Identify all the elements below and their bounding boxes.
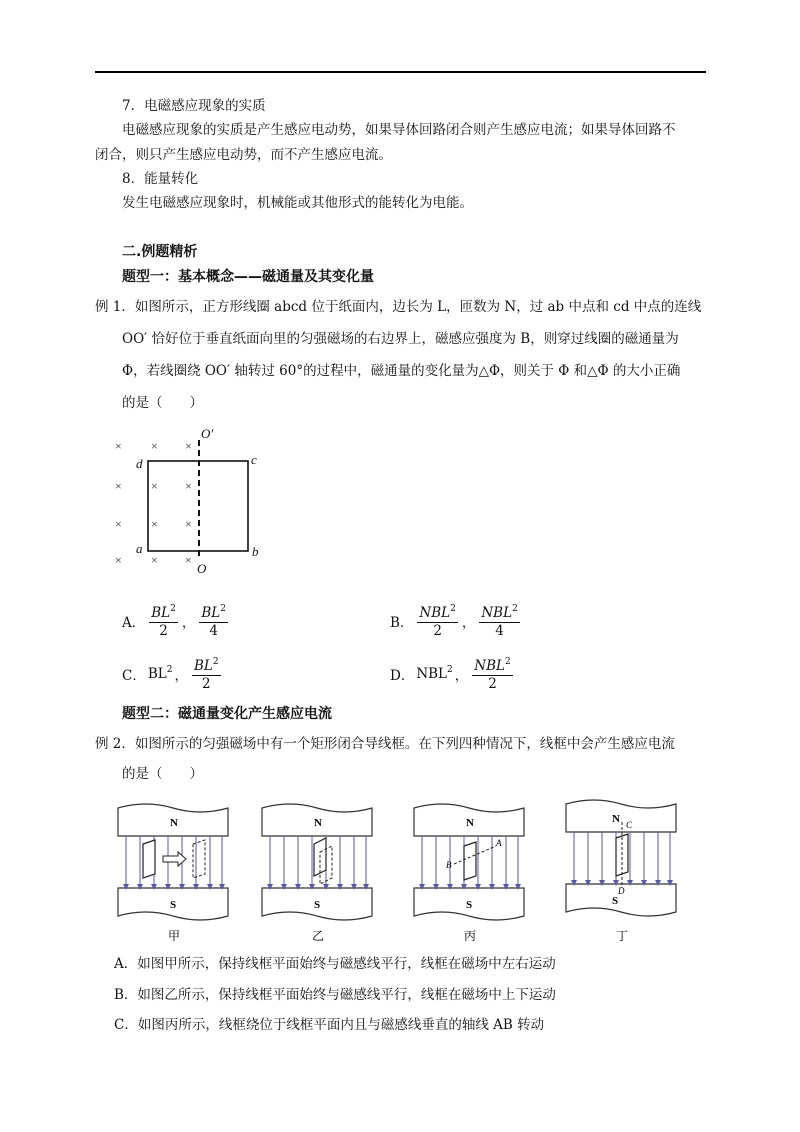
label-a: a (136, 541, 143, 556)
section8-body: 发生电磁感应现象时，机械能或其他形式的能转化为电能。 (122, 195, 473, 211)
numerator: BL (201, 605, 221, 621)
exponent: 2 (450, 604, 456, 614)
type2-heading: 题型二：磁通量变化产生感应电流 (122, 706, 332, 722)
label-n: N (170, 817, 178, 829)
exponent: 2 (166, 665, 173, 675)
numerator: NBL (474, 658, 505, 674)
label-b: B (446, 860, 452, 870)
caption-ding: 丁 (616, 929, 629, 943)
section8-title: 8．能量转化 (122, 171, 199, 187)
plain-term (148, 665, 173, 682)
caption-yi: 乙 (312, 929, 325, 943)
section7-body-line1: 电磁感应现象的实质是产生感应电动势，如果导体回路闭合则产生感应电流；如果导体回路不 (122, 122, 676, 138)
figure-ding (566, 800, 676, 943)
ex1-coil-figure (105, 422, 275, 577)
cross-mark: × (185, 517, 192, 531)
fraction (199, 601, 228, 640)
cross-mark: × (151, 553, 158, 567)
ex2-option-a[interactable]: A．如图甲所示，保持线框平面始终与磁感线平行，线框在磁场中左右运动 (114, 956, 556, 972)
fraction (472, 654, 512, 693)
frame-ghost (193, 840, 205, 878)
label-c: c (251, 452, 257, 467)
cross-mark: × (151, 479, 158, 493)
denominator: 2 (159, 623, 168, 639)
exponent: 2 (447, 665, 453, 675)
fraction (417, 601, 457, 640)
part2-heading: 二.例题精析 (122, 244, 198, 260)
cross-mark: × (115, 553, 122, 567)
ex2-option-c[interactable]: C．如图丙所示，线框绕位于线框平面内且与磁感线垂直的轴线 AB 转动 (114, 1017, 545, 1033)
label-O-bottom: O (197, 561, 207, 576)
denominator: 2 (433, 623, 442, 639)
caption-bing: 丙 (464, 929, 477, 943)
separator: ， (461, 614, 476, 631)
label-O-top: O′ (201, 426, 214, 441)
ex2-option-b[interactable]: B．如图乙所示，保持线框平面始终与磁感线平行，线框在磁场中上下运动 (114, 987, 556, 1003)
frame (464, 842, 476, 880)
ex2-line1: 例 2．如图所示的匀强磁场中有一个矩形闭合导线框。在下列四种情况下，线框中会产生感应电流 (95, 736, 675, 752)
option-letter: D． (390, 667, 415, 684)
label-s: S (612, 895, 619, 907)
figure-jia (118, 804, 228, 943)
ex1-option-c[interactable] (122, 654, 223, 693)
header-rule (95, 71, 706, 73)
cross-mark: × (185, 479, 192, 493)
term-text: BL (147, 666, 167, 682)
caption-jia: 甲 (168, 929, 181, 943)
cross-mark: × (115, 517, 122, 531)
magnet-n (566, 800, 676, 832)
exponent: 2 (504, 657, 511, 667)
figure-bing (414, 804, 524, 943)
separator: ， (174, 667, 188, 684)
cross-mark: × (151, 439, 158, 453)
cross-mark: × (115, 439, 122, 453)
move-arrow (163, 852, 186, 866)
denominator: 4 (495, 623, 504, 639)
exponent: 2 (170, 604, 176, 614)
label-s: S (466, 899, 473, 911)
ex1-option-a[interactable] (122, 601, 230, 640)
numerator: NBL (481, 605, 513, 621)
section7-title: 7．电磁感应现象的实质 (122, 98, 266, 114)
fraction (192, 654, 221, 693)
label-s: S (314, 899, 321, 911)
cross-mark: × (115, 479, 122, 493)
ex1-line3: Φ，若线圈绕 OO′ 轴转过 60°的过程中，磁通量的变化量为△Φ，则关于 Φ 和△Φ 的大小正确 (122, 363, 681, 379)
fraction (149, 601, 178, 640)
ex1-line1: 例 1．如图所示，正方形线圈 abcd 位于纸面内，边长为 L，匝数为 N，过 ab 中点和 cd 中点的连线 (95, 299, 702, 315)
section7-body-line2: 闭合，则只产生感应电动势，而不产生感应电流。 (95, 147, 392, 163)
label-d: D (618, 886, 625, 896)
separator: ， (181, 614, 196, 631)
exponent: 2 (212, 657, 219, 667)
ex2-figures (110, 792, 690, 947)
option-letter: B． (390, 614, 414, 631)
ex2-line2: 的是（ ） (122, 766, 203, 782)
cross-mark: × (151, 517, 158, 531)
separator: ， (454, 667, 469, 684)
label-n: N (314, 817, 322, 829)
ex1-line4: 的是（ ） (122, 395, 203, 411)
label-n: N (612, 813, 620, 825)
fraction (479, 601, 519, 640)
exponent: 2 (512, 604, 518, 614)
figure-yi (262, 804, 372, 943)
numerator: BL (193, 658, 213, 674)
denominator: 2 (488, 676, 497, 692)
numerator: BL (151, 605, 171, 621)
plain-term (416, 665, 452, 682)
cross-mark: × (185, 439, 192, 453)
denominator: 2 (201, 676, 211, 692)
frame (143, 840, 155, 878)
option-letter: A． (122, 614, 146, 631)
ex1-option-b[interactable] (390, 601, 522, 640)
label-n: N (466, 817, 474, 829)
label-s: S (170, 899, 177, 911)
ex1-line2: OO′ 恰好位于垂直纸面向里的匀强磁场的右边界上，磁感应强度为 B，则穿过线圈的磁通量为 (122, 331, 679, 347)
numerator: NBL (419, 605, 451, 621)
cross-mark: × (185, 553, 192, 567)
denominator: 4 (209, 623, 218, 639)
option-letter: C． (122, 667, 146, 684)
term-text: NBL (416, 666, 448, 682)
label-c: C (626, 820, 633, 830)
type1-heading: 题型一：基本概念——磁通量及其变化量 (122, 269, 374, 285)
label-d: d (136, 456, 143, 471)
label-b: b (252, 544, 259, 559)
label-a: A (496, 838, 502, 848)
exponent: 2 (220, 604, 226, 614)
ex1-option-d[interactable] (390, 654, 515, 693)
